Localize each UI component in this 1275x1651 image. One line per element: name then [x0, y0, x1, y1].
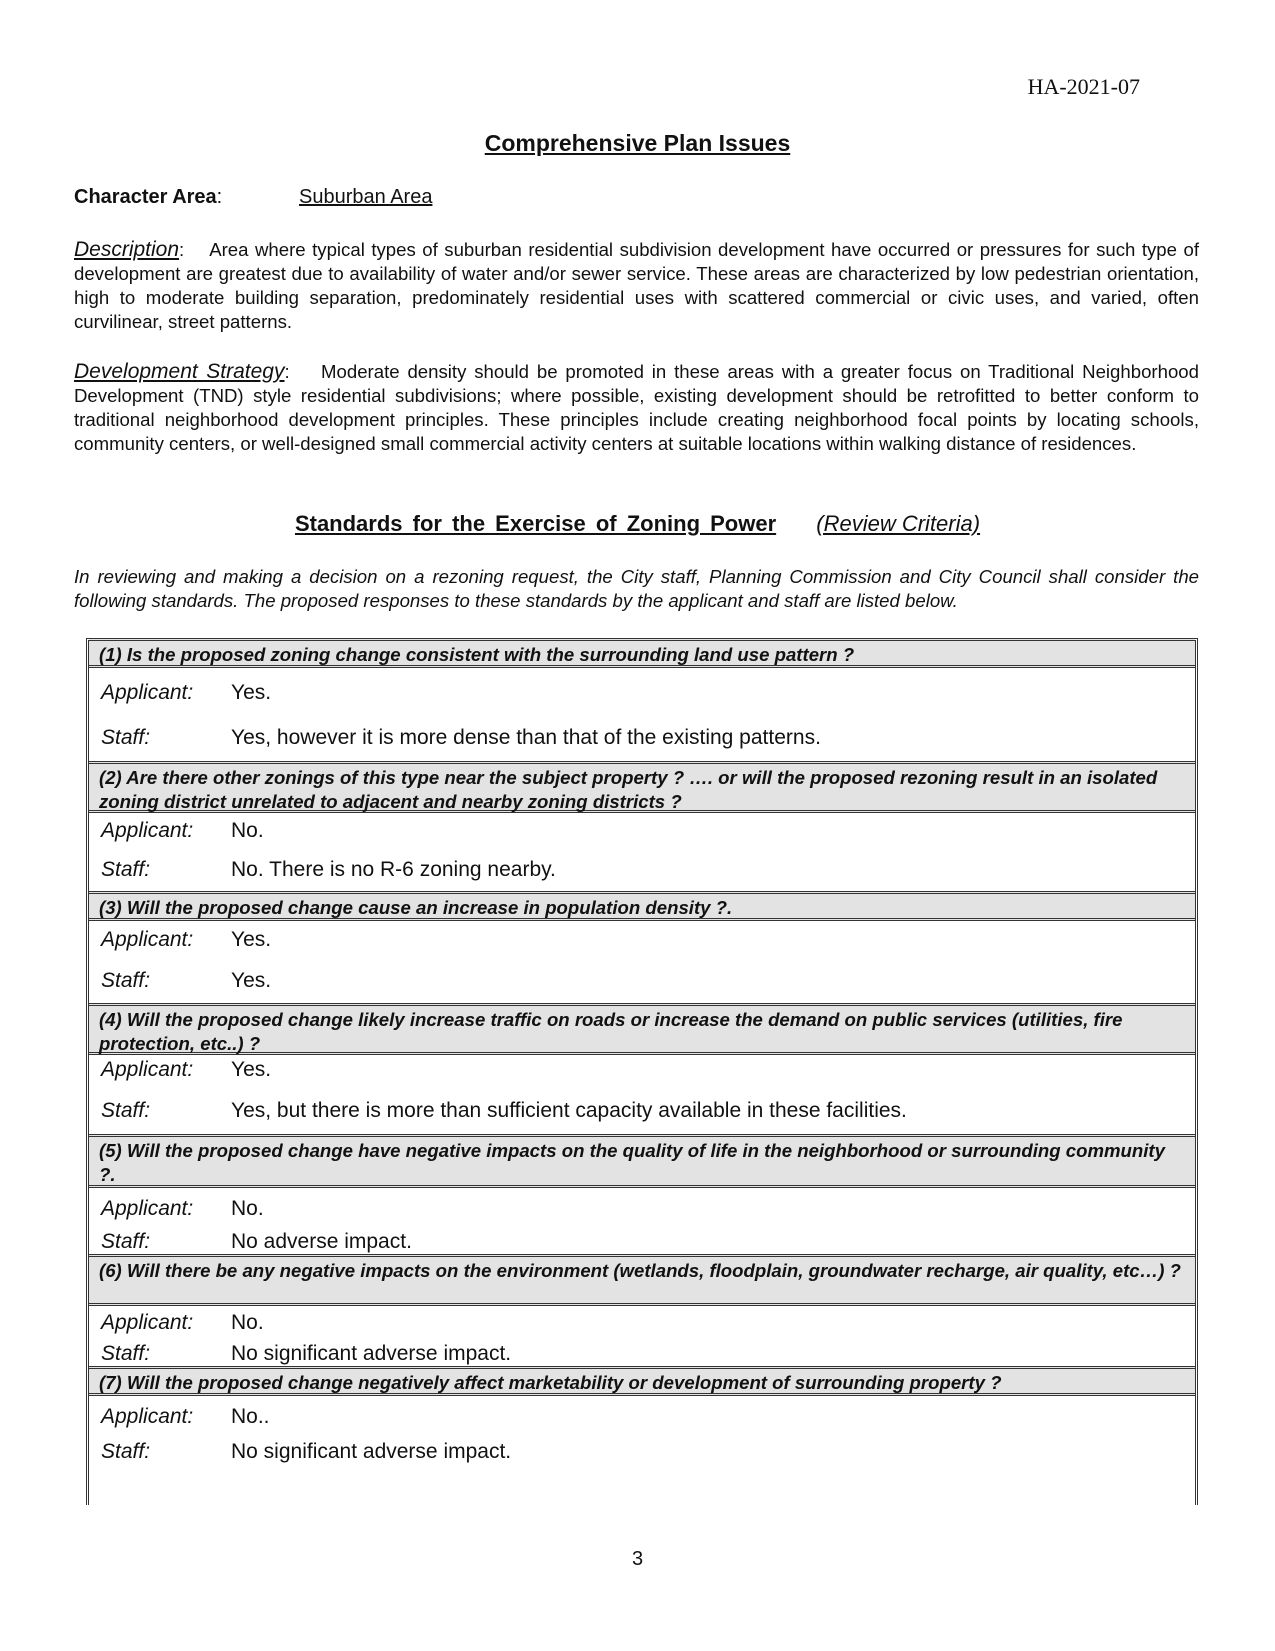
staff-answer: No. There is no R-6 zoning nearby.: [231, 858, 556, 881]
applicant-answer: Yes.: [231, 681, 272, 704]
standards-title: Standards for the Exercise of Zoning Power: [294, 511, 777, 536]
criterion-question: (4) Will the proposed change likely increase traffic on roads or increase the demand on public services (utilities, fire protection, etc..) ?: [89, 1003, 1195, 1055]
standards-heading: [0, 511, 1275, 537]
applicant-response: [101, 681, 271, 705]
applicant-label: Applicant:: [101, 928, 194, 951]
development-strategy-label: Development Strategy: [74, 360, 285, 383]
applicant-answer: No..: [231, 1405, 270, 1428]
criterion-question: (1) Is the proposed zoning change consistent with the surrounding land use pattern ?: [89, 638, 1195, 668]
development-strategy-paragraph: Development Strategy: Moderate density should be promoted in these areas with a greater focus on Traditional Neighborhood Development (TND) style residential subdivisions; where possible, existing development should be retrofitted to better conform to traditional neighborhood development principles. These principles include creating neighborhood focal points by locating schools, community centers, or well-designed small commercial activity centers at suitable locations within walking distance of residences.: [74, 360, 1199, 454]
description-paragraph: Description: Area where typical types of suburban residential subdivision development have occurred or pressures for such type of development are greatest due to availability of water and/or sewer service. These areas are characterized by low pedestrian orientation, high to moderate building separation, predominately residential uses with scattered commercial or civic uses, and varied, often curvilinear, street patterns.: [74, 238, 1199, 332]
applicant-label: Applicant:: [101, 681, 194, 704]
character-area-value: Suburban Area: [299, 186, 433, 208]
staff-label: Staff:: [101, 1099, 151, 1122]
applicant-label: Applicant:: [101, 819, 194, 842]
applicant-label: Applicant:: [101, 1311, 194, 1334]
staff-response: [101, 1099, 907, 1123]
criterion-question: (3) Will the proposed change cause an increase in population density ?.: [89, 891, 1195, 921]
staff-label: Staff:: [101, 858, 151, 881]
staff-answer: No adverse impact.: [231, 1230, 412, 1253]
staff-response: [101, 1230, 412, 1254]
character-area: Character Area: Suburban Area: [74, 186, 433, 208]
criterion-question: (5) Will the proposed change have negative impacts on the quality of life in the neighborhood or surrounding community ?.: [89, 1134, 1195, 1188]
staff-answer: Yes, however it is more dense than that of the existing patterns.: [231, 726, 821, 749]
criterion-question: (7) Will the proposed change negatively affect marketability or development of surrounding property ?: [89, 1366, 1195, 1396]
staff-response: [101, 969, 271, 993]
applicant-answer: Yes.: [231, 928, 272, 951]
staff-label: Staff:: [101, 1440, 151, 1463]
criterion-question: (2) Are there other zonings of this type near the subject property ? …. or will the proposed rezoning result in an isolated zoning district unrelated to adjacent and nearby zoning districts ?: [89, 761, 1195, 813]
applicant-response: [101, 1405, 270, 1429]
applicant-response: [101, 1058, 271, 1082]
applicant-response: [101, 1197, 264, 1221]
description-label: Description: [74, 238, 180, 261]
staff-response: [101, 726, 821, 750]
staff-answer: Yes, but there is more than sufficient capacity available in these facilities.: [231, 1099, 907, 1122]
page-number: 3: [631, 1548, 644, 1570]
review-criteria-table: [86, 638, 1198, 1505]
staff-response: [101, 1342, 511, 1366]
applicant-label: Applicant:: [101, 1405, 194, 1428]
staff-label: Staff:: [101, 1342, 151, 1365]
applicant-answer: No.: [231, 819, 264, 842]
criterion-question: (6) Will there be any negative impacts on the environment (wetlands, floodplain, groundwater recharge, air quality, etc…) ?: [89, 1254, 1195, 1306]
description-text: Area where typical types of suburban residential subdivision development have occurred or pressures for such type of development are greatest due to availability of water and/or sewer service. These areas are characterized by low pedestrian orientation, high to moderate building separation, predominately residential uses with scattered commercial or civic uses, and varied, often curvilinear, street patterns.: [74, 239, 1199, 332]
staff-label: Staff:: [101, 969, 151, 992]
applicant-answer: No.: [231, 1197, 264, 1220]
development-strategy-text: Moderate density should be promoted in these areas with a greater focus on Traditional Neighborhood Development (TND) style residential subdivisions; where possible, existing development should be retrofitted to better conform to traditional neighborhood development principles. These principles include creating neighborhood focal points by locating schools, community centers, or well-designed small commercial activity centers at suitable locations within walking distance of residences.: [74, 361, 1199, 454]
staff-response: [101, 1440, 511, 1464]
applicant-answer: Yes.: [231, 1058, 272, 1081]
staff-answer: Yes.: [231, 969, 272, 992]
character-area-label: Character Area: [74, 186, 217, 208]
applicant-label: Applicant:: [101, 1058, 194, 1081]
page-title: Comprehensive Plan Issues: [484, 130, 791, 156]
staff-response: [101, 858, 556, 882]
staff-answer: No significant adverse impact.: [231, 1342, 512, 1365]
staff-label: Staff:: [101, 726, 151, 749]
staff-label: Staff:: [101, 1230, 151, 1253]
standards-subtitle: (Review Criteria): [816, 511, 981, 536]
applicant-answer: No.: [231, 1311, 264, 1334]
applicant-label: Applicant:: [101, 1197, 194, 1220]
staff-answer: No significant adverse impact.: [231, 1440, 512, 1463]
applicant-response: [101, 1311, 264, 1335]
applicant-response: [101, 928, 271, 952]
document-id: HA-2021-07: [1027, 74, 1140, 99]
applicant-response: [101, 819, 264, 843]
standards-intro: In reviewing and making a decision on a rezoning request, the City staff, Planning Commission and City Council shall consider the following standards. The proposed responses to these standards by the applicant and staff are listed below.: [74, 566, 1199, 611]
